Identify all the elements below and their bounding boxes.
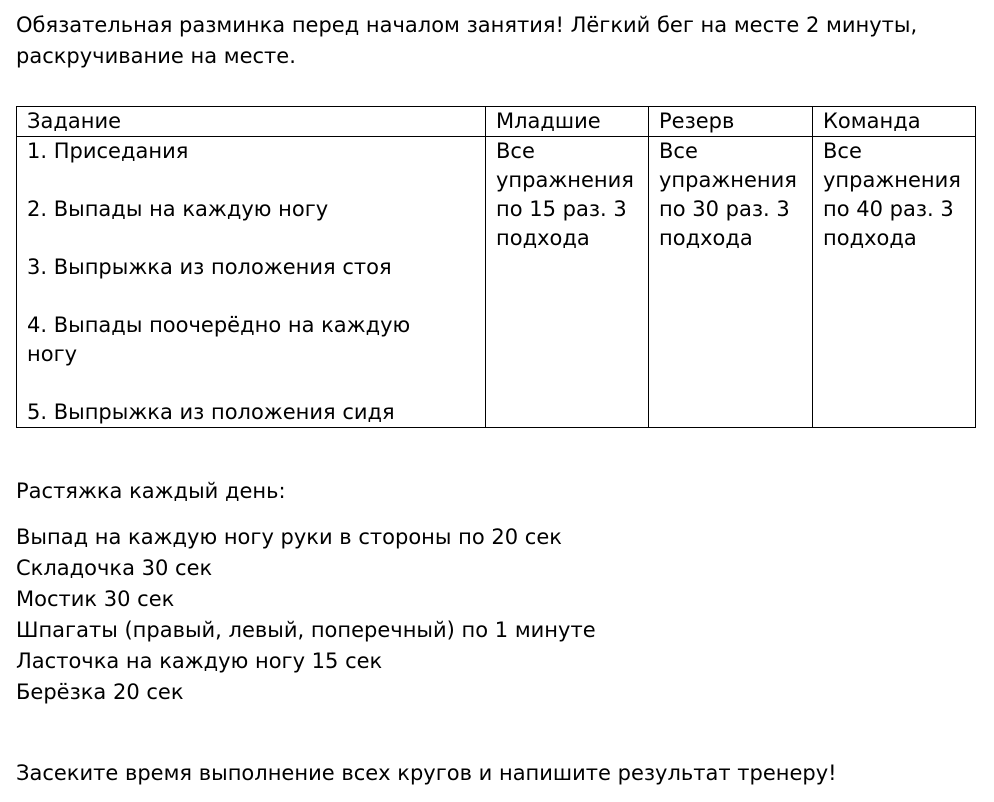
list-item: Мостик 30 сек <box>16 587 175 611</box>
task-item: 5. Выпрыжка из положения сидя <box>27 400 395 424</box>
table-header-row <box>17 107 976 137</box>
team-cell: Все упражнения по 40 раз. 3 подхода <box>813 137 976 428</box>
header-team: Команда <box>813 107 976 137</box>
list-item: Ласточка на каждую ногу 15 сек <box>16 649 383 673</box>
task-list-cell <box>17 137 486 428</box>
task-item: 4. Выпады поочерёдно на каждую ногу <box>27 313 411 366</box>
stretching-list <box>16 522 596 708</box>
warmup-line-1: Обязательная разминка перед началом занятия! Лёгкий бег на месте 2 минуты, <box>16 13 918 37</box>
final-note: Засеките время выполнение всех кругов и напишите результат тренеру! <box>16 761 837 785</box>
header-juniors: Младшие <box>486 107 649 137</box>
table-row <box>17 137 976 428</box>
list-item: Выпад на каждую ногу руки в стороны по 20 сек <box>16 525 562 549</box>
list-item: Складочка 30 сек <box>16 556 213 580</box>
header-reserve: Резерв <box>649 107 813 137</box>
header-task: Задание <box>17 107 486 137</box>
list-item: Шпагаты (правый, левый, поперечный) по 1 минуте <box>16 618 596 642</box>
task-item: 3. Выпрыжка из положения стоя <box>27 255 392 279</box>
juniors-cell: Все упражнения по 15 раз. 3 подхода <box>486 137 649 428</box>
warmup-instructions <box>16 10 976 72</box>
task-item: 2. Выпады на каждую ногу <box>27 197 329 221</box>
workout-table <box>16 106 976 428</box>
task-item: 1. Приседания <box>27 139 189 163</box>
warmup-line-2: раскручивание на месте. <box>16 44 296 68</box>
list-item: Берёзка 20 сек <box>16 680 184 704</box>
reserve-cell: Все упражнения по 30 раз. 3 подхода <box>649 137 813 428</box>
stretching-title: Растяжка каждый день: <box>16 479 286 503</box>
